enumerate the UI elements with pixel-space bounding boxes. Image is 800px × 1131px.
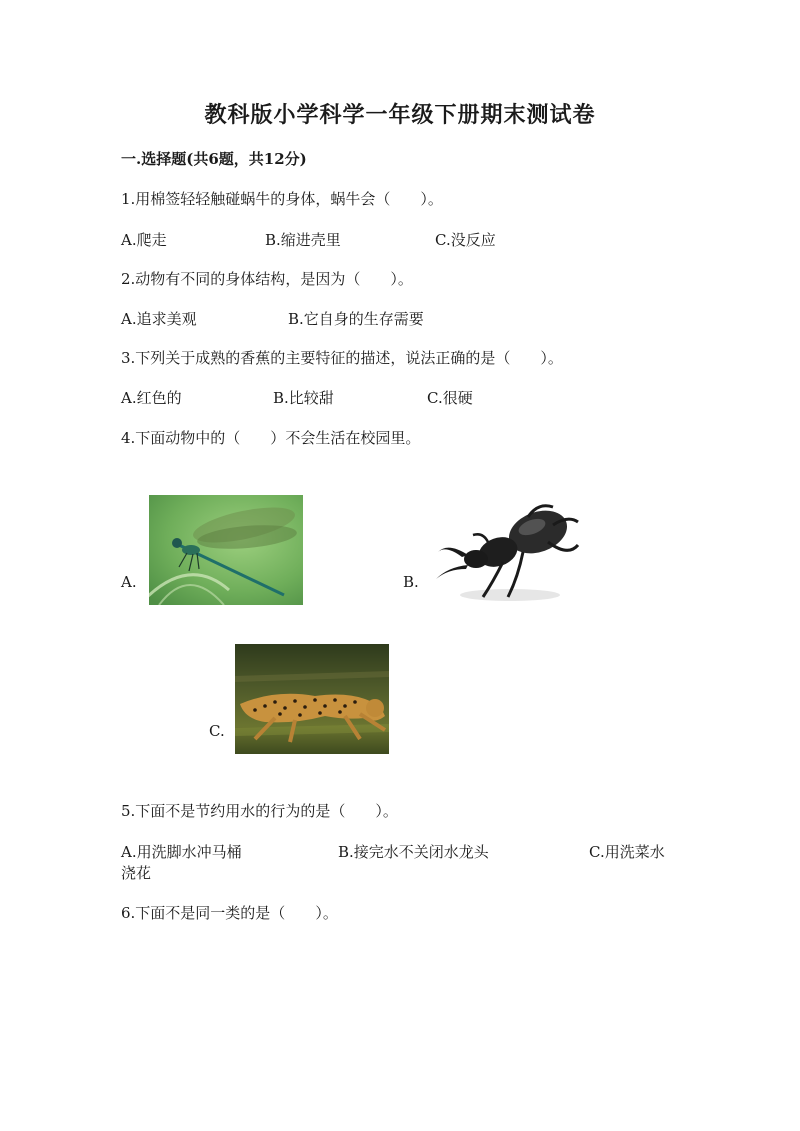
question-4: 4.下面动物中的（ ）不会生活在校园里。 [121, 429, 421, 447]
question-1: 1.用棉签轻轻触碰蜗牛的身体，蜗牛会（ ）。 [121, 190, 443, 208]
q5-option-c: C.用洗菜水 [589, 843, 665, 861]
q3-option-b: B.比较甜 [273, 389, 334, 407]
dragonfly-image [149, 495, 303, 605]
q5-option-c-cont: 浇花 [121, 864, 152, 882]
q5-option-b: B.接完水不关闭水龙头 [338, 843, 489, 861]
q4-option-a-label: A. [121, 573, 137, 591]
page-title: 教科版小学科学一年级下册期末测试卷 [204, 102, 596, 128]
question-2: 2.动物有不同的身体结构，是因为（ ）。 [121, 270, 413, 288]
question-6: 6.下面不是同一类的是（ ）。 [121, 904, 338, 922]
beetle-image [428, 497, 586, 607]
q1-option-b: B.缩进壳里 [265, 231, 341, 249]
section-heading: 一.选择题(共6题，共12分) [121, 150, 307, 168]
q2-option-b: B.它自身的生存需要 [288, 310, 424, 328]
q2-option-a: A.追求美观 [121, 310, 197, 328]
q4-option-c-label: C. [209, 722, 225, 740]
q3-option-c: C.很硬 [427, 389, 473, 407]
q5-option-a: A.用洗脚水冲马桶 [121, 843, 242, 861]
q1-option-a: A.爬走 [121, 231, 167, 249]
question-3: 3.下列关于成熟的香蕉的主要特征的描述，说法正确的是（ ）。 [121, 349, 563, 367]
question-5: 5.下面不是节约用水的行为的是（ ）。 [121, 802, 398, 820]
cheetah-image [235, 644, 389, 754]
q1-option-c: C.没反应 [435, 231, 496, 249]
q4-option-b-label: B. [403, 573, 419, 591]
q3-option-a: A.红色的 [121, 389, 182, 407]
